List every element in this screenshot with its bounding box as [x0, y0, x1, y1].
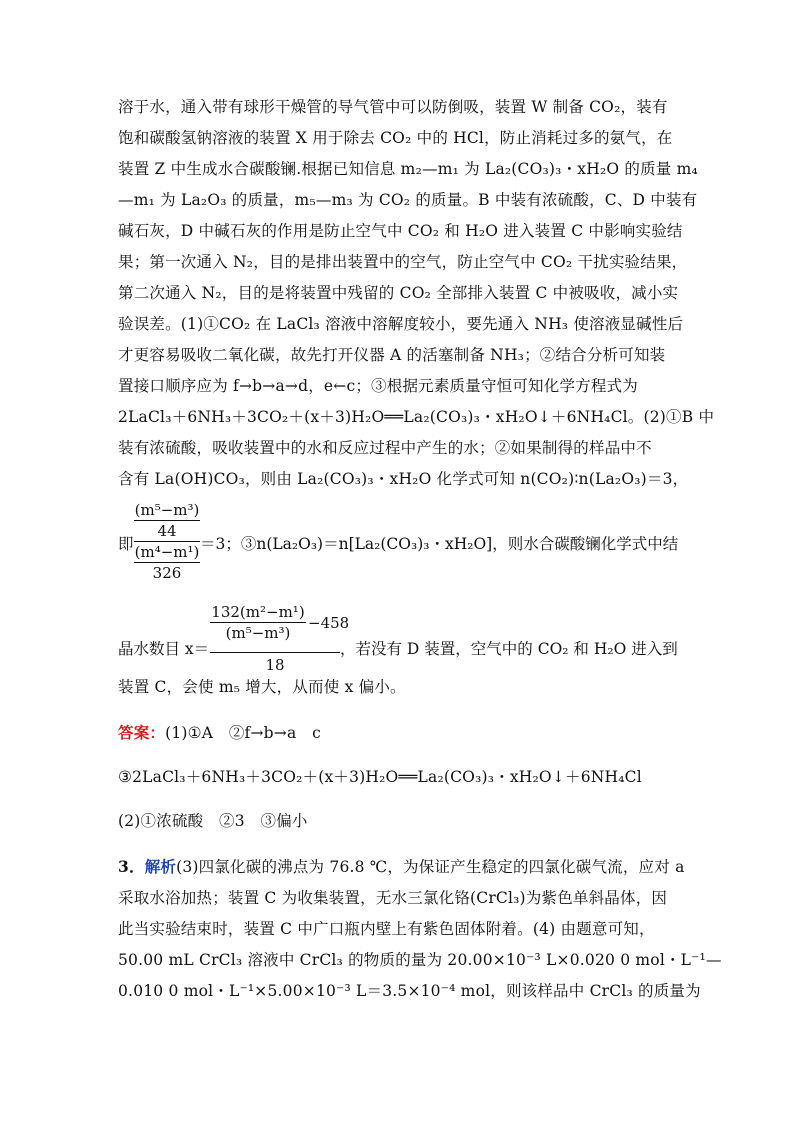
answer-line-2: ③2LaCl₃＋6NH₃＋3CO₂＋(x＋3)H₂O══La₂(CO₃)₃・xH₂O↓＋6NH₄Cl: [118, 768, 642, 786]
answer-text: (1)①A ②f→b→a c: [165, 724, 322, 742]
text-line: 饱和碳酸氢钠溶液的装置 X 用于除去 CO₂ 中的 HCl，防止消耗过多的氨气，在: [118, 129, 673, 147]
q3-line-1: [118, 857, 685, 877]
answer-line-3: (2)①浓硫酸 ②3 ③偏小: [118, 812, 308, 830]
compound-fraction-1: [134, 500, 200, 583]
frac2-prefix: 晶水数目 x＝: [118, 640, 210, 658]
frac1-den-bottom: 326: [152, 564, 182, 582]
text-line: 第二次通入 N₂，目的是将装置中残留的 CO₂ 全部排入装置 C 中被吸收，减小实: [118, 284, 679, 302]
inner-fraction: [210, 602, 306, 643]
text-line: 验误差。(1)①CO₂ 在 LaCl₃ 溶液中溶解度较小，要先通入 NH₃ 使溶液显碱性后: [118, 315, 684, 333]
text-line: 才更容易吸收二氧化碳，故先打开仪器 A 的活塞制备 NH₃；②结合分析可知装: [118, 346, 666, 364]
equation-line: 2LaCl₃＋6NH₃＋3CO₂＋(x＋3)H₂O══La₂(CO₃)₃・xH₂O↓＋6NH₄Cl。(2)①B 中: [118, 408, 715, 426]
text-line: 果；第一次通入 N₂，目的是排出装置中的空气，防止空气中 CO₂ 干扰实验结果，: [118, 253, 688, 271]
frac2-den: 18: [265, 656, 285, 674]
q3-text: (3)四氯化碳的沸点为 76.8 ℃，为保证产生稳定的四氯化碳气流，应对 a: [176, 858, 685, 876]
text-line: 装置 Z 中生成水合碳酸镧.根据已知信息 m₂—m₁ 为 La₂(CO₃)₃・xH₂O 的质量 m₄: [118, 160, 698, 178]
text-line: 置接口顺序应为 f→b→a→d，e←c；③根据元素质量守恒可知化学方程式为: [118, 377, 638, 395]
text-line: 50.00 mL CrCl₃ 溶液中 CrCl₃ 的物质的量为 20.00×10⁻³ L×0.020 0 mol・L⁻¹—: [118, 951, 722, 969]
frac1-suffix: ＝3；③n(La₂O₃)＝n[La₂(CO₃)₃・xH₂O]，则水合碳酸镧化学式中结: [200, 535, 679, 553]
answer-line-1: [118, 723, 678, 743]
frac2-suffix: ，若没有 D 装置，空气中的 CO₂ 和 H₂O 进入到: [340, 640, 678, 658]
text-line: 含有 La(OH)CO₃，则由 La₂(CO₃)₃・xH₂O 化学式可知 n(CO₂)∶n(La₂O₃)＝3，: [118, 470, 689, 488]
text-line: 采取水浴加热；装置 C 为收集装置，无水三氯化铬(CrCl₃)为紫色单斜晶体，因: [118, 889, 668, 907]
analysis-label: 解析: [144, 857, 177, 876]
frac1-den-top: (m⁴−m¹): [134, 543, 200, 561]
frac2-inner-num: 132(m²−m¹): [211, 603, 305, 621]
text-line: 装置 C，会使 m₅ 增大，从而使 x 偏小。: [118, 678, 406, 696]
compound-fraction-2: [210, 602, 350, 677]
frac2-numerator: [210, 602, 350, 652]
text-line: —m₁ 为 La₂O₃ 的质量，m₅—m₃ 为 CO₂ 的质量。B 中装有浓硫酸，C、D 中装有: [118, 191, 698, 209]
text-line: 装有浓硫酸，吸收装置中的水和反应过程中产生的水；②如果制得的样品中不: [118, 439, 652, 457]
frac1-num-bottom: 44: [157, 522, 177, 540]
question-number: 3．: [118, 857, 145, 876]
frac2-inner-den: (m⁵−m³): [225, 624, 291, 642]
text-line: 溶于水，通入带有球形干燥管的导气管中可以防倒吸，装置 W 制备 CO₂，装有: [118, 98, 668, 116]
frac1-prefix: 即: [118, 535, 134, 553]
text-line: 0.010 0 mol・L⁻¹×5.00×10⁻³ L＝3.5×10⁻⁴ mol，则该样品中 CrCl₃ 的质量为: [118, 982, 701, 1000]
frac1-num-top: (m⁵−m³): [134, 501, 200, 519]
text-line: 碱石灰，D 中碱石灰的作用是防止空气中 CO₂ 和 H₂O 进入装置 C 中影响实验结: [118, 222, 683, 240]
answer-label: 答案：: [118, 723, 166, 742]
frac2-minus: −458: [308, 614, 350, 632]
text-line: 此当实验结束时，装置 C 中广口瓶内壁上有紫色固体附着。(4) 由题意可知，: [118, 920, 655, 938]
